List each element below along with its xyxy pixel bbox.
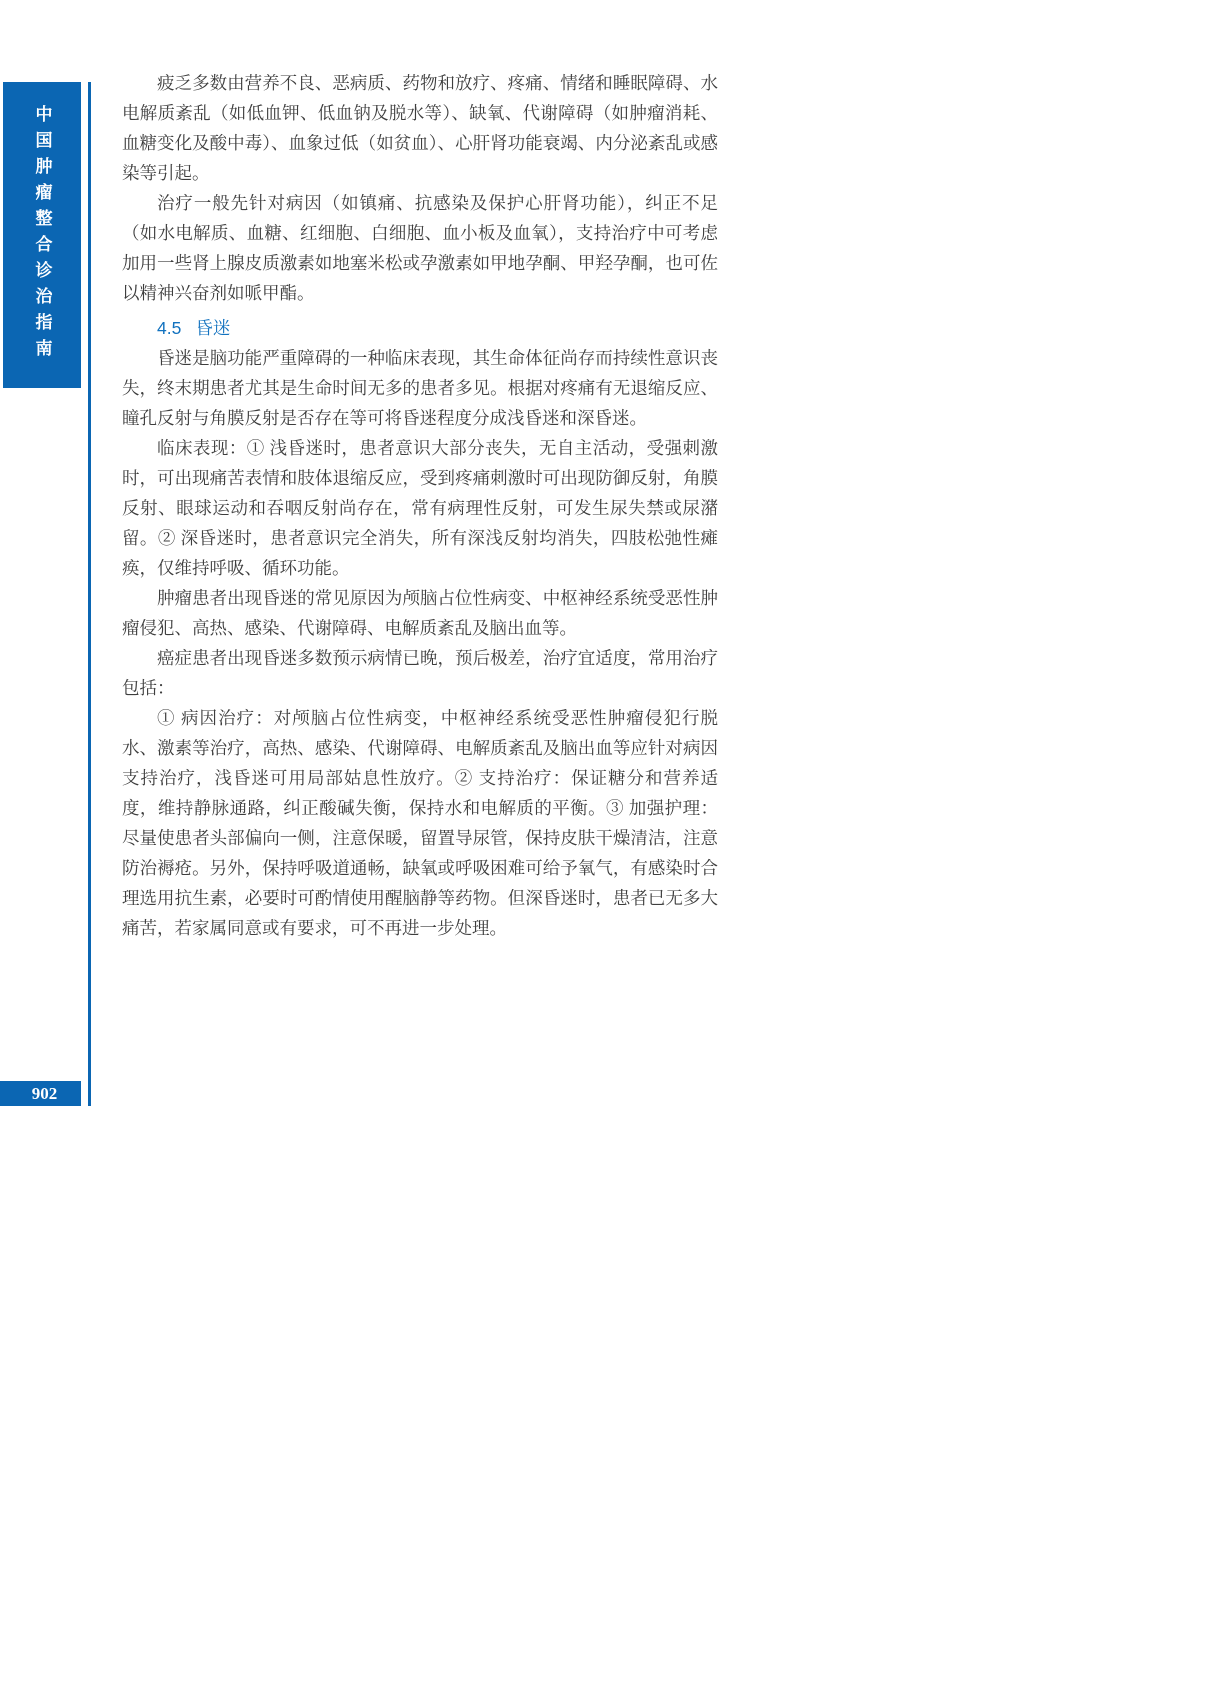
section-number: 4.5 [157,318,182,338]
paragraph-fatigue-causes: 疲乏多数由营养不良、恶病质、药物和放疗、疼痛、情绪和睡眠障碍、水电解质紊乱（如低血钾、低血钠及脱水等）、缺氧、代谢障碍（如肿瘤消耗、血糖变化及酸中毒）、血象过低（如贫血）、心肝肾功能衰竭、内分泌紊乱或感染等引起。 [122,73,718,183]
vertical-divider-rule [88,82,91,1106]
page-number-tab [0,1081,81,1106]
section-title: 昏迷 [195,318,231,338]
section-heading-coma [122,313,718,343]
main-text-column [122,68,718,943]
paragraph-coma-clinical-signs: 临床表现：① 浅昏迷时，患者意识大部分丧失，无自主活动，受强刺激时，可出现痛苦表情和肢体退缩反应，受到疼痛刺激时可出现防御反射，角膜反射、眼球运动和吞咽反射尚存在，常有病理性反射，可发生尿失禁或尿潴留。② 深昏迷时，患者意识完全消失，所有深浅反射均消失，四肢松弛性瘫痪，仅维持呼吸、循环功能。 [122,438,718,578]
sidebar-title-bar [3,82,81,388]
paragraph-coma-treatment-items: ① 病因治疗：对颅脑占位性病变，中枢神经系统受恶性肿瘤侵犯行脱水、激素等治疗，高热、感染、代谢障碍、电解质紊乱及脑出血等应针对病因支持治疗，浅昏迷可用局部姑息性放疗。② 支持治疗：保证糖分和营养适度，维持静脉通路，纠正酸碱失衡，保持水和电解质的平衡。③ 加强护理：尽量使患者头部偏向一侧，注意保暖，留置导尿管，保持皮肤干燥清洁，注意防治褥疮。另外，保持呼吸道通畅，缺氧或呼吸困难可给予氧气，有感染时合理选用抗生素，必要时可酌情使用醒脑静等药物。但深昏迷时，患者已无多大痛苦，若家属同意或有要求，可不再进一步处理。 [122,708,718,938]
page-number: 902 [31,1083,58,1103]
paragraph-coma-prognosis: 癌症患者出现昏迷多数预示病情已晚，预后极差，治疗宜适度，常用治疗包括： [122,648,718,698]
paragraph-coma-common-causes: 肿瘤患者出现昏迷的常见原因为颅脑占位性病变、中枢神经系统受恶性肿瘤侵犯、高热、感染、代谢障碍、电解质紊乱及脑出血等。 [122,588,718,638]
book-title-vertical: 中国肿瘤整合诊治指南 [32,105,52,365]
paragraph-fatigue-treatment: 治疗一般先针对病因（如镇痛、抗感染及保护心肝肾功能），纠正不足（如水电解质、血糖、红细胞、白细胞、血小板及血氧），支持治疗中可考虑加用一些肾上腺皮质激素如地塞米松或孕激素如甲地孕酮、甲羟孕酮，也可佐以精神兴奋剂如哌甲酯。 [122,193,718,303]
paragraph-coma-definition: 昏迷是脑功能严重障碍的一种临床表现，其生命体征尚存而持续性意识丧失，终末期患者尤其是生命时间无多的患者多见。根据对疼痛有无退缩反应、瞳孔反射与角膜反射是否存在等可将昏迷程度分成浅昏迷和深昏迷。 [122,348,718,428]
